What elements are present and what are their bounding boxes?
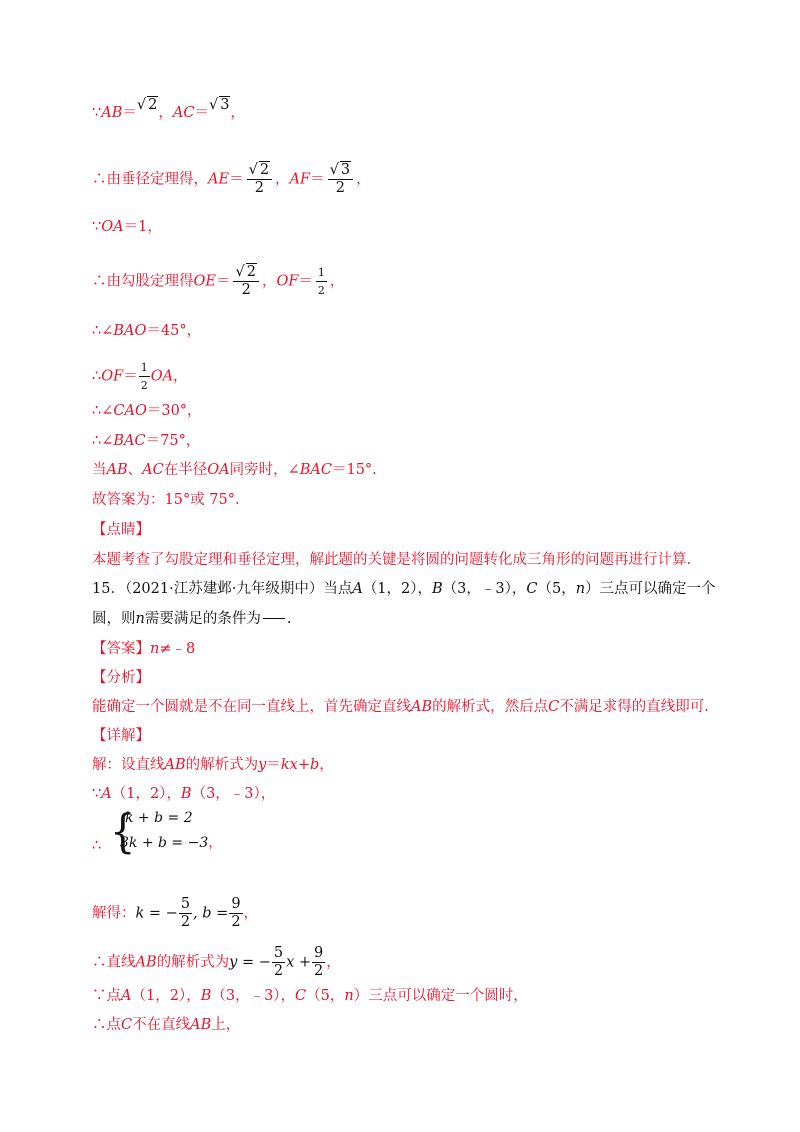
fraction-sqrt2-over-2: $\frac{√ 2}{2}$ [233,264,258,299]
line-of-half-oa: ∴OF＝ $\frac{1}{2}$ OA， [92,361,188,392]
heading-detail: 【详解】 [92,728,150,744]
solved-k-b: 解得：k = − $\frac{5}{2}$ , b = $\frac{9}{2}$ ， [92,896,259,930]
equation-system: ∴ { k + b = 2 3k + b = −3， [92,805,223,859]
because-symbol: ∵ [92,105,102,121]
answer-blank [263,618,285,619]
fraction-sqrt2-over-2: $\frac{√ 2}{2}$ [247,162,272,197]
line-angle-bao: ∴∠BAO＝45°， [92,323,202,339]
line-ab-ac: ∵AB＝√ 2，AC＝√ 3， [92,97,245,121]
solution-setup: 解：设直线AB的解析式为y＝kx+b， [92,757,334,773]
segment-ab: AB [101,105,123,121]
left-brace: { [110,805,136,859]
fraction-5-over-2: $\frac{5}{2}$ [273,945,284,979]
line-angle-cao: ∴∠CAO＝30°， [92,403,202,419]
line-pythagoras: ∴由勾股定理得OE＝ $\frac{√ 2}{2}$ ，OF＝ $\frac{1}{2}$ ， [92,264,345,298]
segment-ac: AC [172,105,195,121]
line-same-side-case: 当AB、AC在半径OA同旁时，∠BAC＝15°. [92,462,377,478]
points-ab: ∵A（1，2），B（3，﹣3）， [92,786,276,802]
question-15-line1: 15．（2021·江苏建邺·九年级期中）当点A（1，2），B（3，﹣3），C（5，n）三点可以确定一个 [92,581,716,597]
answer-line: 【答案】n≠﹣8 [92,641,196,657]
fraction-1-over-2: $\frac{1}{2}$ [317,266,325,297]
equals: ＝ [122,105,137,121]
sqrt-3: √ 3 [208,97,230,113]
summary-text: 本题考查了勾股定理和垂径定理，解此题的关键是将圆的问题转化成三角形的问题再进行计算. [92,552,692,568]
equation-2: 3k + b = −3， [120,835,223,851]
question-15-line2: 圆，则n需要满足的条件为 . [92,611,292,627]
line-ab-equation: ∴直线AB的解析式为y = − $\frac{5}{2}$ x + $\frac{9}{2}$ ， [92,945,341,979]
point-c-not-on-ab: ∴点C不在直线AB上， [92,1017,241,1033]
line-angle-bac-75: ∴∠BAC＝75°， [92,433,201,449]
fraction-9-over-2: $\frac{9}{2}$ [231,896,241,930]
analysis-text: 能确定一个圆就是不在同一直线上，首先确定直线AB的解析式，然后点C不满足求得的直线即可. [92,699,709,715]
fraction-5-over-2: $\frac{5}{2}$ [180,896,191,930]
fraction-sqrt3-over-2: $\frac{√ 3}{2}$ [328,162,353,197]
line-oa: ∵OA＝1， [92,219,162,235]
equation-1: k + b = 2 [125,810,193,826]
fraction-9-over-2: $\frac{9}{2}$ [314,945,324,979]
line-perpendicular-theorem: ∴由垂径定理得，AE＝ $\frac{√ 2}{2}$ ，AF＝ $\frac{√ 3}{2}$ ， [92,162,371,196]
fraction-1-over-2: $\frac{1}{2}$ [140,361,148,392]
three-points-condition: ∵点A（1，2），B（3，﹣3），C（5，n）三点可以确定一个圆时， [92,988,528,1004]
heading-dianjing: 【点睛】 [92,522,150,538]
sqrt-2: √ 2 [136,97,158,113]
line-final-answer: 故答案为：15°或 75°. [92,492,240,508]
heading-analysis: 【分析】 [92,670,150,686]
